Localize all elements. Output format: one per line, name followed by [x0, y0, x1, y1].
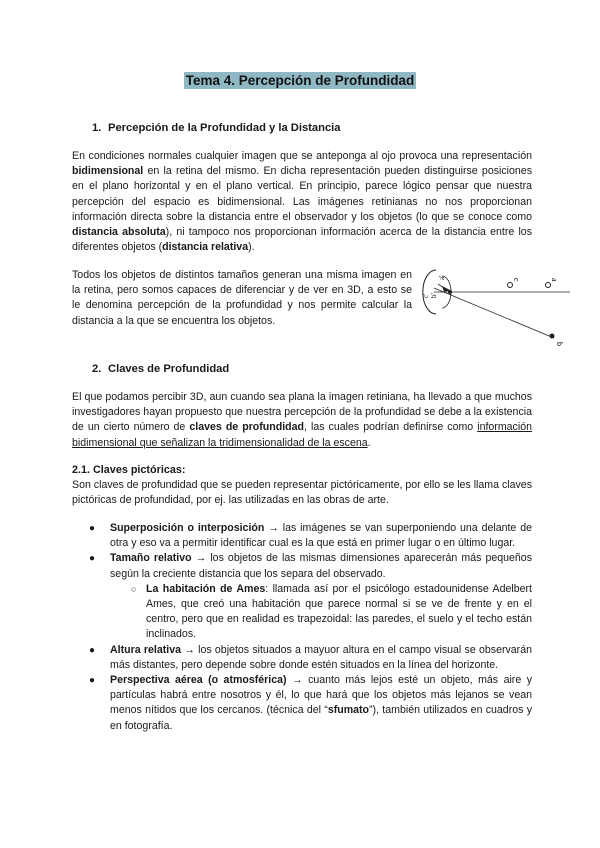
- text-run: ), ni tampoco nos proporcionan información acerca de la distancia entre los diferentes objetos (: [72, 226, 532, 254]
- pictorial-cues-list: [72, 521, 532, 734]
- label-object-a: a: [550, 278, 559, 282]
- object-a-marker: [546, 283, 551, 288]
- bullet-term: Altura relativa: [110, 643, 181, 656]
- section-1-heading: [92, 121, 341, 135]
- bullet-term: Tamaño relativo: [110, 552, 192, 565]
- bullet-marker: ●: [89, 675, 96, 687]
- bold-term-distancia-relativa: distancia relativa: [162, 241, 249, 254]
- sub-bullet-marker: ○: [131, 583, 137, 594]
- text-run: .: [367, 436, 371, 449]
- underlined-definition: información bidimensional que señalizan la tridimensionalidad de la escena: [72, 421, 532, 449]
- text-run: El que podamos percibir 3D, aun cuando sea plana la imagen retiniana, ha llevado a que muchos investigadores hayan propuesto que nuestra percepción de la profundidad se debe a la existencia de un cierto número de: [72, 391, 532, 434]
- object-b-marker: [550, 334, 555, 339]
- section-2-title: Claves de Profundidad: [108, 363, 230, 375]
- bullet-term: Superposición o interposición: [110, 522, 265, 534]
- bullet-marker: ●: [89, 523, 96, 534]
- label-object-c: c: [512, 278, 521, 282]
- bullet-term: Perspectiva aérea (o atmosférica): [110, 674, 287, 687]
- bullet-text: ”), también utilizados en cuadros y en fotografía.: [110, 704, 532, 732]
- bullet-text: → las imágenes se van superponiendo una delante de otra y eso va a permitir identificar cual es la que está en primer lugar o en último lugar.: [110, 522, 532, 550]
- section-2-1-paragraph: Son claves de profundidad que se pueden representar pictóricamente, por ello se les llama claves pictóricas de profundidad, por ej. las utilizadas en las obras de arte.: [72, 479, 532, 507]
- label-object-b: b: [555, 342, 564, 346]
- section-2-1-heading: 2.1. Claves pictóricas:: [72, 464, 186, 476]
- section-1-title: Percepción de la Profundidad y la Distancia: [108, 122, 341, 134]
- section-2-heading: [92, 362, 229, 376]
- list-item: [72, 521, 532, 551]
- bullet-text: → cuanto más lejos esté un objeto, más aire y partículas habrá entre nosotros y él, lo que hará que los objetos más lejanos se vean menos nítidos que los cercanos. (técnica del “: [110, 674, 532, 717]
- list-item: [72, 551, 532, 642]
- sub-list: [110, 582, 532, 643]
- section-1-paragraph-1: [72, 149, 532, 255]
- retinal-image-diagram: [420, 264, 580, 356]
- text-run: En condiciones normales cualquier imagen que se anteponga al ojo provoca una representación: [72, 150, 532, 162]
- bold-term-bidimensional: bidimensional: [72, 165, 144, 178]
- section-2-paragraph-1: [72, 390, 532, 451]
- bullet-marker: ●: [89, 644, 96, 656]
- section-2-number: 2.: [92, 363, 102, 375]
- bold-term-claves-de-profundidad: claves de profundidad: [189, 421, 304, 434]
- bullet-text: → los objetos de las mismas dimensiones aparecerán más pequeños según la creciente distancia que los separa del observado.: [110, 552, 532, 580]
- ray-line-diagonal: [434, 288, 554, 338]
- sub-list-item: [110, 582, 532, 643]
- page-title: Tema 4. Percepción de Profundidad: [185, 73, 415, 88]
- label-retina-c: c': [422, 293, 430, 298]
- section-1-paragraph-2: Todos los objetos de distintos tamaños generan una misma imagen en la retina, pero somos capaces de diferenciar y de ver en 3D, a esto se le denomina percepción de la profundidad y nos permite calcular la distancia a la que se encuentra los objetos.: [72, 269, 412, 327]
- text-run: en la retina del mismo. En dicha representación pueden distinguirse posiciones en el plano horizontal y en el plano vertical. En principio, parece lógico pensar que nuestra percepción del espacio es bidimensional. Las imágenes retinianas no nos proporcionan información directa sobre la distancia entre el observador y los objetos (lo que se conoce como: [72, 165, 532, 223]
- sub-bullet-text: : llamada así por el psicólogo estadounidense Adelbert Ames, que creó una habitación que parece normal si se ve de frente y en el centro, pero que en realidad es trapezoidal: las paredes, el suelo y el techo están inclinados.: [146, 582, 532, 641]
- title-wrap: [0, 72, 600, 90]
- list-item: [72, 673, 532, 734]
- section-1-number: 1.: [92, 122, 102, 134]
- bold-term-distancia-absoluta: distancia absoluta: [72, 226, 166, 239]
- bullet-marker: ●: [89, 553, 96, 565]
- label-retina-a: a': [438, 275, 446, 280]
- label-retina-b: b': [430, 293, 438, 298]
- text-run: , las cuales podrían definirse como: [304, 421, 478, 434]
- bold-term-sfumato: sfumato: [327, 704, 370, 717]
- text-run: ).: [248, 241, 255, 254]
- list-item: [72, 643, 532, 673]
- object-c-marker: [508, 283, 513, 288]
- sub-bullet-term: La habitación de Ames: [146, 582, 266, 595]
- bullet-text: → los objetos situados a mayuor altura en el campo visual se observarán más distantes, pero depende sobre donde estén situados en la línea del horizonte.: [110, 643, 532, 671]
